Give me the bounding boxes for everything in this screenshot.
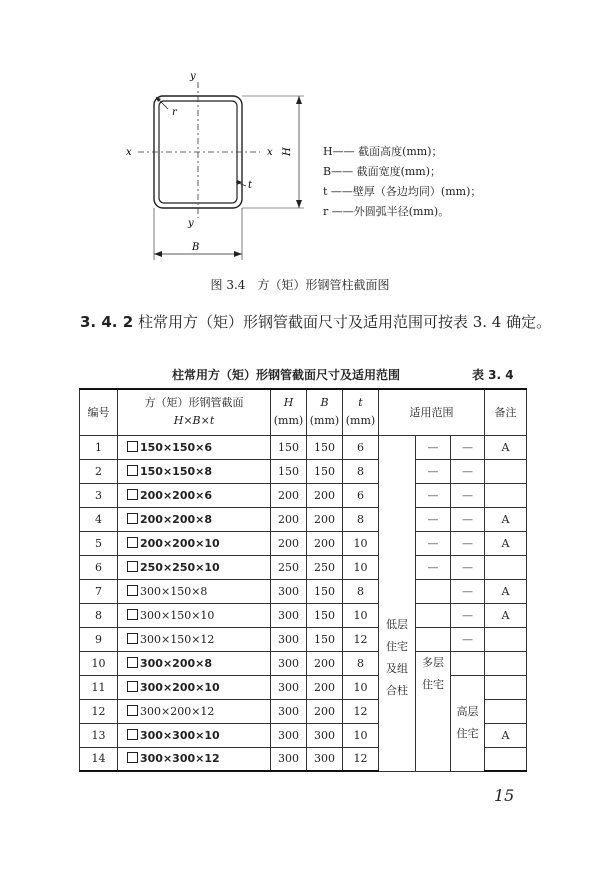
square-tube-icon [127,561,138,572]
cell-b: 300 [307,747,343,771]
page-number: 15 [494,786,515,805]
cell-h: 250 [271,555,307,579]
header-scope: 适用范围 [379,389,485,435]
cell-note [485,459,527,483]
scope-low-rise: 低层住宅及组合柱 [379,435,416,771]
label-t: t [248,180,253,191]
section-figure [118,64,318,264]
cell-high-rise: — [451,459,485,483]
header-section-line1: 方（矩）形钢管截面 [144,396,244,410]
header-b [307,389,343,435]
cell-t: 8 [343,651,379,675]
table-title: 柱常用方（矩）形钢管截面尺寸及适用范围 [172,368,401,382]
table-row [80,675,527,699]
square-tube-icon [127,537,138,548]
table-row [80,555,527,579]
cell-index: 10 [80,651,118,675]
square-tube-icon [127,465,138,476]
cell-b: 200 [307,675,343,699]
cell-b: 200 [307,531,343,555]
cell-h: 300 [271,747,307,771]
square-tube-icon [127,657,138,668]
cell-t: 10 [343,531,379,555]
legend-t: t ——壁厚（各边均同）(mm)； [323,185,482,198]
cell-t: 12 [343,747,379,771]
clause-text: 柱常用方（矩）形钢管截面尺寸及适用范围可按表 3. 4 确定。 [137,313,552,331]
cell-note [485,627,527,651]
cell-h: 300 [271,651,307,675]
cell-index: 9 [80,627,118,651]
square-tube-icon [127,513,138,524]
cell-index: 5 [80,531,118,555]
header-t [343,389,379,435]
label-x-left: x [126,147,132,158]
table-row [80,459,527,483]
cell-section [118,555,271,579]
cell-t: 10 [343,603,379,627]
table-row [80,483,527,507]
cell-multi-rise: — [416,459,451,483]
cell-h: 300 [271,723,307,747]
header-section [118,389,271,435]
cell-section [118,675,271,699]
cell-b: 150 [307,627,343,651]
cell-h: 200 [271,507,307,531]
cell-t: 6 [343,435,379,459]
table-row [80,507,527,531]
cell-b: 200 [307,699,343,723]
cell-b: 300 [307,723,343,747]
cell-section [118,627,271,651]
cell-h: 300 [271,675,307,699]
cell-section [118,747,271,771]
square-tube-icon [127,681,138,692]
cell-t: 10 [343,555,379,579]
clause-paragraph [80,310,560,334]
header-t-symbol: t [358,396,363,410]
section-spec: 200×200×8 [140,512,213,526]
cell-high-rise: — [451,531,485,555]
section-spec: 300×200×12 [140,704,215,718]
cell-multi-rise: — [416,435,451,459]
square-tube-icon [127,729,138,740]
cell-multi-rise: — [416,507,451,531]
header-b-unit: (mm) [309,414,340,428]
cell-index: 8 [80,603,118,627]
section-spec: 300×150×8 [140,584,208,598]
header-section-line2: H×B×t [173,414,215,428]
figure-caption: 图 3.4 方（矩）形钢管柱截面图 [210,278,390,292]
header-t-unit: (mm) [345,414,376,428]
legend-r: r ——外圆弧半径(mm)。 [323,205,450,218]
cell-note: A [485,507,527,531]
square-tube-icon [127,489,138,500]
section-spec: 150×150×6 [140,440,213,454]
cell-t: 12 [343,627,379,651]
cell-multi-rise: — [416,531,451,555]
header-index: 编号 [80,389,118,435]
cell-index: 14 [80,747,118,771]
table-number: 表 3. 4 [472,368,514,382]
label-r: r [172,107,177,118]
square-tube-icon [127,705,138,716]
label-h: H [282,147,293,156]
cell-b: 150 [307,459,343,483]
cell-t: 8 [343,507,379,531]
cell-index: 1 [80,435,118,459]
cell-high-rise: — [451,483,485,507]
table-row [80,531,527,555]
cell-h: 150 [271,459,307,483]
cell-note: A [485,603,527,627]
label-x-right: x [267,147,273,158]
cell-section [118,603,271,627]
section-spec: 150×150×8 [140,464,213,478]
table-row [80,435,527,459]
cell-b: 150 [307,603,343,627]
header-b-symbol: B [320,396,329,410]
cell-b: 200 [307,483,343,507]
cell-t: 10 [343,675,379,699]
square-tube-icon [127,585,138,596]
cell-t: 10 [343,723,379,747]
cell-section [118,483,271,507]
cell-note: A [485,723,527,747]
cell-b: 250 [307,555,343,579]
cell-section [118,723,271,747]
legend-b: B—— 截面宽度(mm)； [323,165,442,178]
cell-h: 150 [271,435,307,459]
header-h [271,389,307,435]
label-y-top: y [190,71,196,82]
section-spec: 250×250×10 [140,560,220,574]
cell-section [118,459,271,483]
cell-high-rise: — [451,507,485,531]
cell-multi-rise: — [416,555,451,579]
table-row [80,579,527,603]
cell-t: 8 [343,459,379,483]
cell-section [118,531,271,555]
cell-multi-rise [416,627,451,651]
cell-index: 6 [80,555,118,579]
cell-index: 7 [80,579,118,603]
square-tube-icon [127,752,138,763]
cell-note [485,699,527,723]
cell-t: 12 [343,699,379,723]
cell-high-rise [451,651,485,675]
section-spec: 300×200×8 [140,656,213,670]
cell-section [118,651,271,675]
cell-note [485,651,527,675]
cell-index: 4 [80,507,118,531]
cell-note: A [485,579,527,603]
table-row [80,603,527,627]
cell-note: A [485,435,527,459]
cell-note [485,675,527,699]
label-y-bottom: y [188,218,194,229]
cell-high-rise: — [451,627,485,651]
cell-index: 3 [80,483,118,507]
label-b: B [192,242,200,253]
cell-section [118,699,271,723]
cell-note [485,747,527,771]
clause-number: 3. 4. 2 [80,313,134,331]
cell-note [485,555,527,579]
cell-h: 300 [271,579,307,603]
cell-h: 300 [271,699,307,723]
section-spec: 200×200×10 [140,536,220,550]
cell-high-rise: — [451,579,485,603]
cell-h: 200 [271,483,307,507]
cell-t: 6 [343,483,379,507]
cell-h: 300 [271,603,307,627]
cell-section [118,579,271,603]
cell-t: 8 [343,579,379,603]
legend-h: H—— 截面高度(mm)； [323,145,443,158]
table-row [80,651,527,675]
scope-multi-rise: 多层住宅 [416,651,451,771]
section-spec: 300×300×10 [140,728,220,742]
cell-b: 150 [307,435,343,459]
header-note: 备注 [485,389,527,435]
cell-index: 13 [80,723,118,747]
cell-index: 11 [80,675,118,699]
section-spec: 200×200×6 [140,488,213,502]
cell-index: 12 [80,699,118,723]
cell-b: 200 [307,507,343,531]
cell-high-rise: — [451,435,485,459]
cell-section [118,435,271,459]
cell-high-rise: — [451,603,485,627]
square-tube-icon [127,633,138,644]
cell-high-rise: — [451,555,485,579]
cell-multi-rise: — [416,483,451,507]
header-h-symbol: H [283,396,294,410]
cell-b: 150 [307,579,343,603]
section-spec: 300×200×10 [140,680,220,694]
header-h-unit: (mm) [273,414,304,428]
square-tube-icon [127,609,138,620]
square-tube-icon [127,441,138,452]
cell-h: 200 [271,531,307,555]
section-spec: 300×300×12 [140,752,220,766]
cell-note: A [485,531,527,555]
section-spec: 300×150×10 [140,608,215,622]
cell-h: 300 [271,627,307,651]
scope-high-rise: 高层住宅 [451,675,485,771]
cell-index: 2 [80,459,118,483]
cell-note [485,483,527,507]
cell-multi-rise [416,603,451,627]
section-spec: 300×150×12 [140,632,215,646]
section-table [79,388,527,772]
cell-multi-rise [416,579,451,603]
cell-b: 200 [307,651,343,675]
cell-section [118,507,271,531]
table-row [80,627,527,651]
